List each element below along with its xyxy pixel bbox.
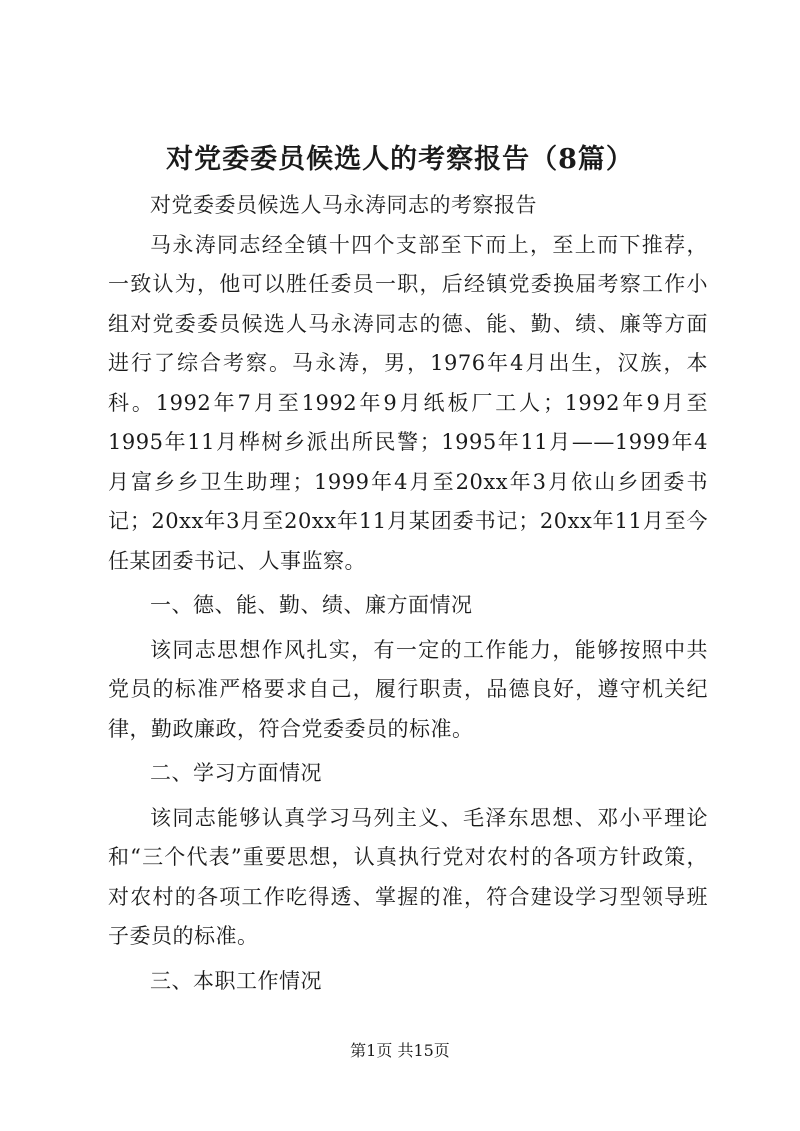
paragraph-study: 该同志能够认真学习马列主义、毛泽东思想、邓小平理论和“三个代表”重要思想，认真执行党对农村的各项方针政策，对农村的各项工作吃得透、掌握的准，符合建设学习型领导班子委员的标准。 [108, 805, 708, 948]
section-heading-study: 二、学习方面情况 [150, 761, 322, 785]
section-heading-virtue: 一、德、能、勤、绩、廉方面情况 [150, 593, 473, 617]
paragraph-candidate-profile: 马永涛同志经全镇十四个支部至下而上，至上而下推荐，一致认为，他可以胜任委员一职，后经镇党委换届考察工作小组对党委委员候选人马永涛同志的德、能、勤、绩、廉等方面进行了综合考察。马永涛，男，1976年4月出生，汉族，本科。1992年7月至1992年9月纸板厂工人；1992年9月至1995年11月桦树乡派出所民警；1995年11月——1999年4月富乡乡卫生助理；1999年4月至20xx年3月依山乡团委书记；20xx年3月至20xx年11月某团委书记；20xx年11月至今任某团委书记、人事监察。 [108, 232, 708, 573]
page-number-footer: 第1页 共15页 [350, 1041, 450, 1060]
report-subtitle: 对党委委员候选人马永涛同志的考察报告 [150, 193, 537, 217]
document-body [108, 186, 708, 1001]
section-heading-work: 三、本职工作情况 [150, 968, 322, 993]
paragraph-virtue: 该同志思想作风扎实，有一定的工作能力，能够按照中共党员的标准严格要求自己，履行职责，品德良好，遵守机关纪律，勤政廉政，符合党委委员的标准。 [108, 637, 708, 741]
document-title: 对党委委员候选人的考察报告（8篇） [166, 144, 634, 175]
